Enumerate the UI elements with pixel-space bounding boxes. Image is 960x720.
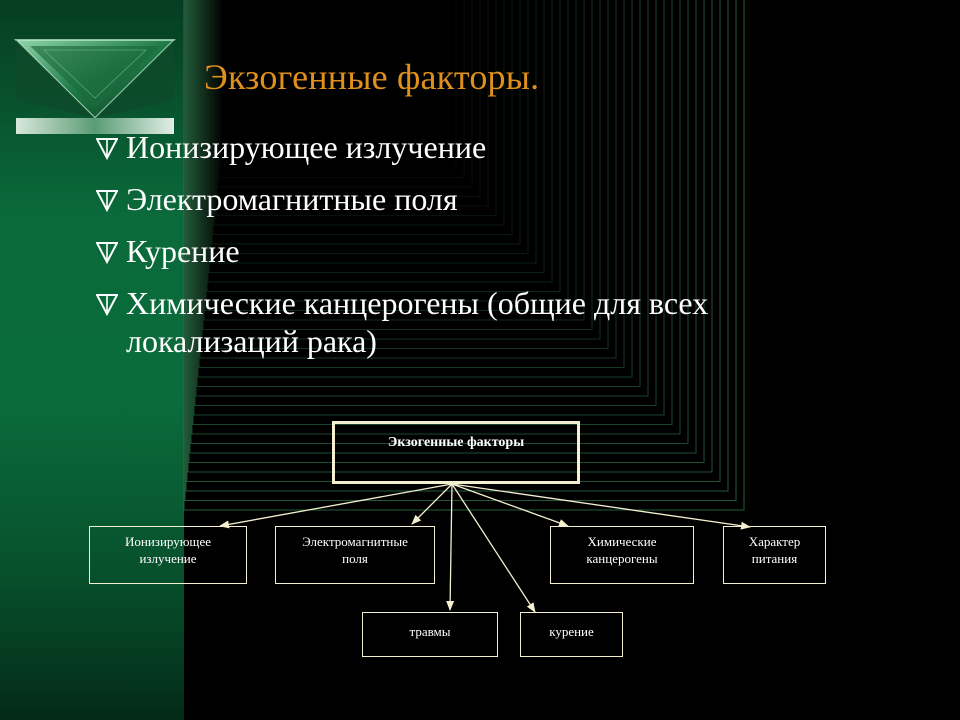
arrow-to-nutrition xyxy=(452,484,750,527)
node-label: Ионизирующее излучение xyxy=(125,534,211,566)
node-label: Электромагнитные поля xyxy=(302,534,408,566)
node-label: Характер питания xyxy=(748,534,801,566)
diagram-root-label: Экзогенные факторы xyxy=(387,435,525,450)
diagram-node-electromagnetic xyxy=(275,526,435,584)
diagram-node-ionizing xyxy=(89,526,247,584)
node-label: курение xyxy=(549,624,594,639)
slide-title: Экзогенные факторы. xyxy=(204,57,540,97)
bullet-text: Электромагнитные поля xyxy=(126,181,458,217)
node-label: Химические канцерогены xyxy=(586,534,658,566)
bullet-text: Химические канцерогены (общие для всех локализаций рака) xyxy=(126,285,709,359)
diagram-node-chemical xyxy=(550,526,694,584)
diagram-node-nutrition xyxy=(723,526,826,584)
arrow-to-smoking xyxy=(452,484,535,612)
arrow-to-chemical xyxy=(452,484,568,526)
bullet-text: Курение xyxy=(126,233,240,269)
diagram-node-smoking xyxy=(520,612,623,657)
bullet-text: Ионизирующее излучение xyxy=(126,129,487,165)
diagram-root-box xyxy=(332,421,580,484)
arrow-to-injuries xyxy=(450,484,452,610)
node-label: травмы xyxy=(409,624,451,639)
diagram-node-injuries xyxy=(362,612,498,657)
